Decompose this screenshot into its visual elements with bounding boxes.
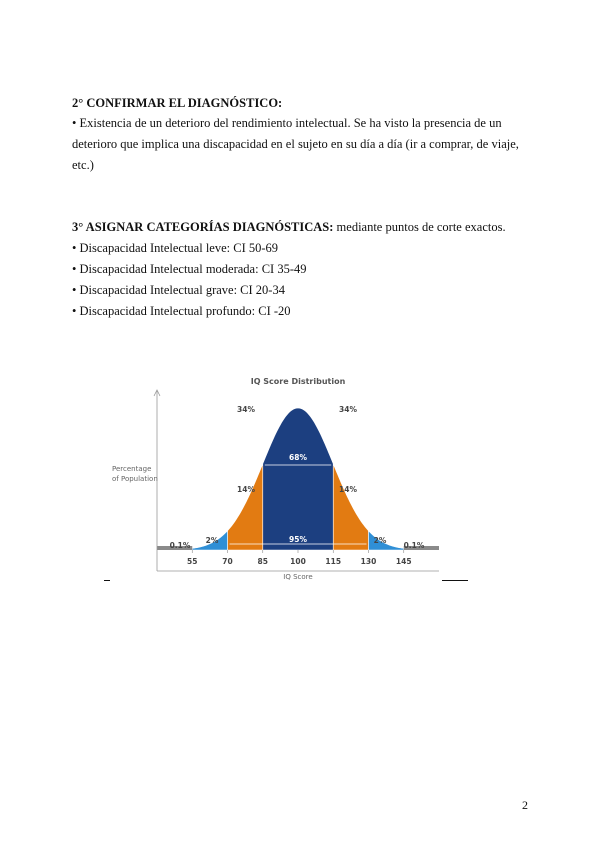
distribution-band-0 [263,408,334,550]
y-axis-label-line-2: of Population [112,475,158,483]
section-2-line-2: deterioro que implica una discapacidad en el sujeto en su día a día (ir a comprar, de viaje, [72,137,519,151]
x-tick-label: 55 [187,557,198,566]
section-3-heading-line [72,219,506,235]
section-3-heading: 3° ASIGNAR CATEGORÍAS DIAGNÓSTICAS: [72,220,334,234]
x-tick-label: 70 [222,557,233,566]
label-tail-left: 0.1% [169,541,191,550]
band-layer [192,408,404,550]
chart-title: IQ Score Distribution [250,377,346,386]
label-sd2: 95% [289,535,307,544]
label-center-left: 34% [237,405,255,414]
section-2-heading: 2° CONFIRMAR EL DIAGNÓSTICO: [72,96,283,110]
label-sd1: 68% [289,453,307,462]
tick-layer [187,550,412,566]
page-number: 2 [522,798,528,812]
signature-rule-left [104,580,110,581]
category-item-grave: • Discapacidad Intelectual grave: CI 20-34 [72,283,285,297]
x-tick-label: 85 [257,557,268,566]
distribution-band-1 [228,464,263,550]
y-axis-label-line-1: Percentage [112,465,152,473]
category-item-leve: • Discapacidad Intelectual leve: CI 50-69 [72,241,279,255]
category-item-moderada: • Discapacidad Intelectual moderada: CI 35-49 [72,262,307,276]
label-tail-right: 0.1% [403,541,425,550]
x-tick-label: 115 [325,557,342,566]
signature-rule-right [442,580,468,581]
section-2-line-1: • Existencia de un deterioro del rendimiento intelectual. Se ha visto la presencia de un [72,116,502,130]
x-axis-label: IQ Score [283,573,313,581]
label-outer-left: 2% [205,536,219,545]
label-center-right: 34% [339,405,357,414]
iq-distribution-chart [100,368,480,588]
label-mid-left: 14% [237,485,255,494]
x-tick-label: 130 [360,557,377,566]
distribution-band-2 [333,464,368,550]
label-outer-right: 2% [373,536,387,545]
category-item-profundo: • Discapacidad Intelectual profundo: CI -20 [72,304,291,318]
x-tick-label: 145 [395,557,412,566]
x-tick-label: 100 [290,557,306,566]
section-2-line-3: etc.) [72,158,94,172]
section-3-heading-suffix: mediante puntos de corte exactos. [333,220,506,234]
label-mid-right: 14% [339,485,357,494]
